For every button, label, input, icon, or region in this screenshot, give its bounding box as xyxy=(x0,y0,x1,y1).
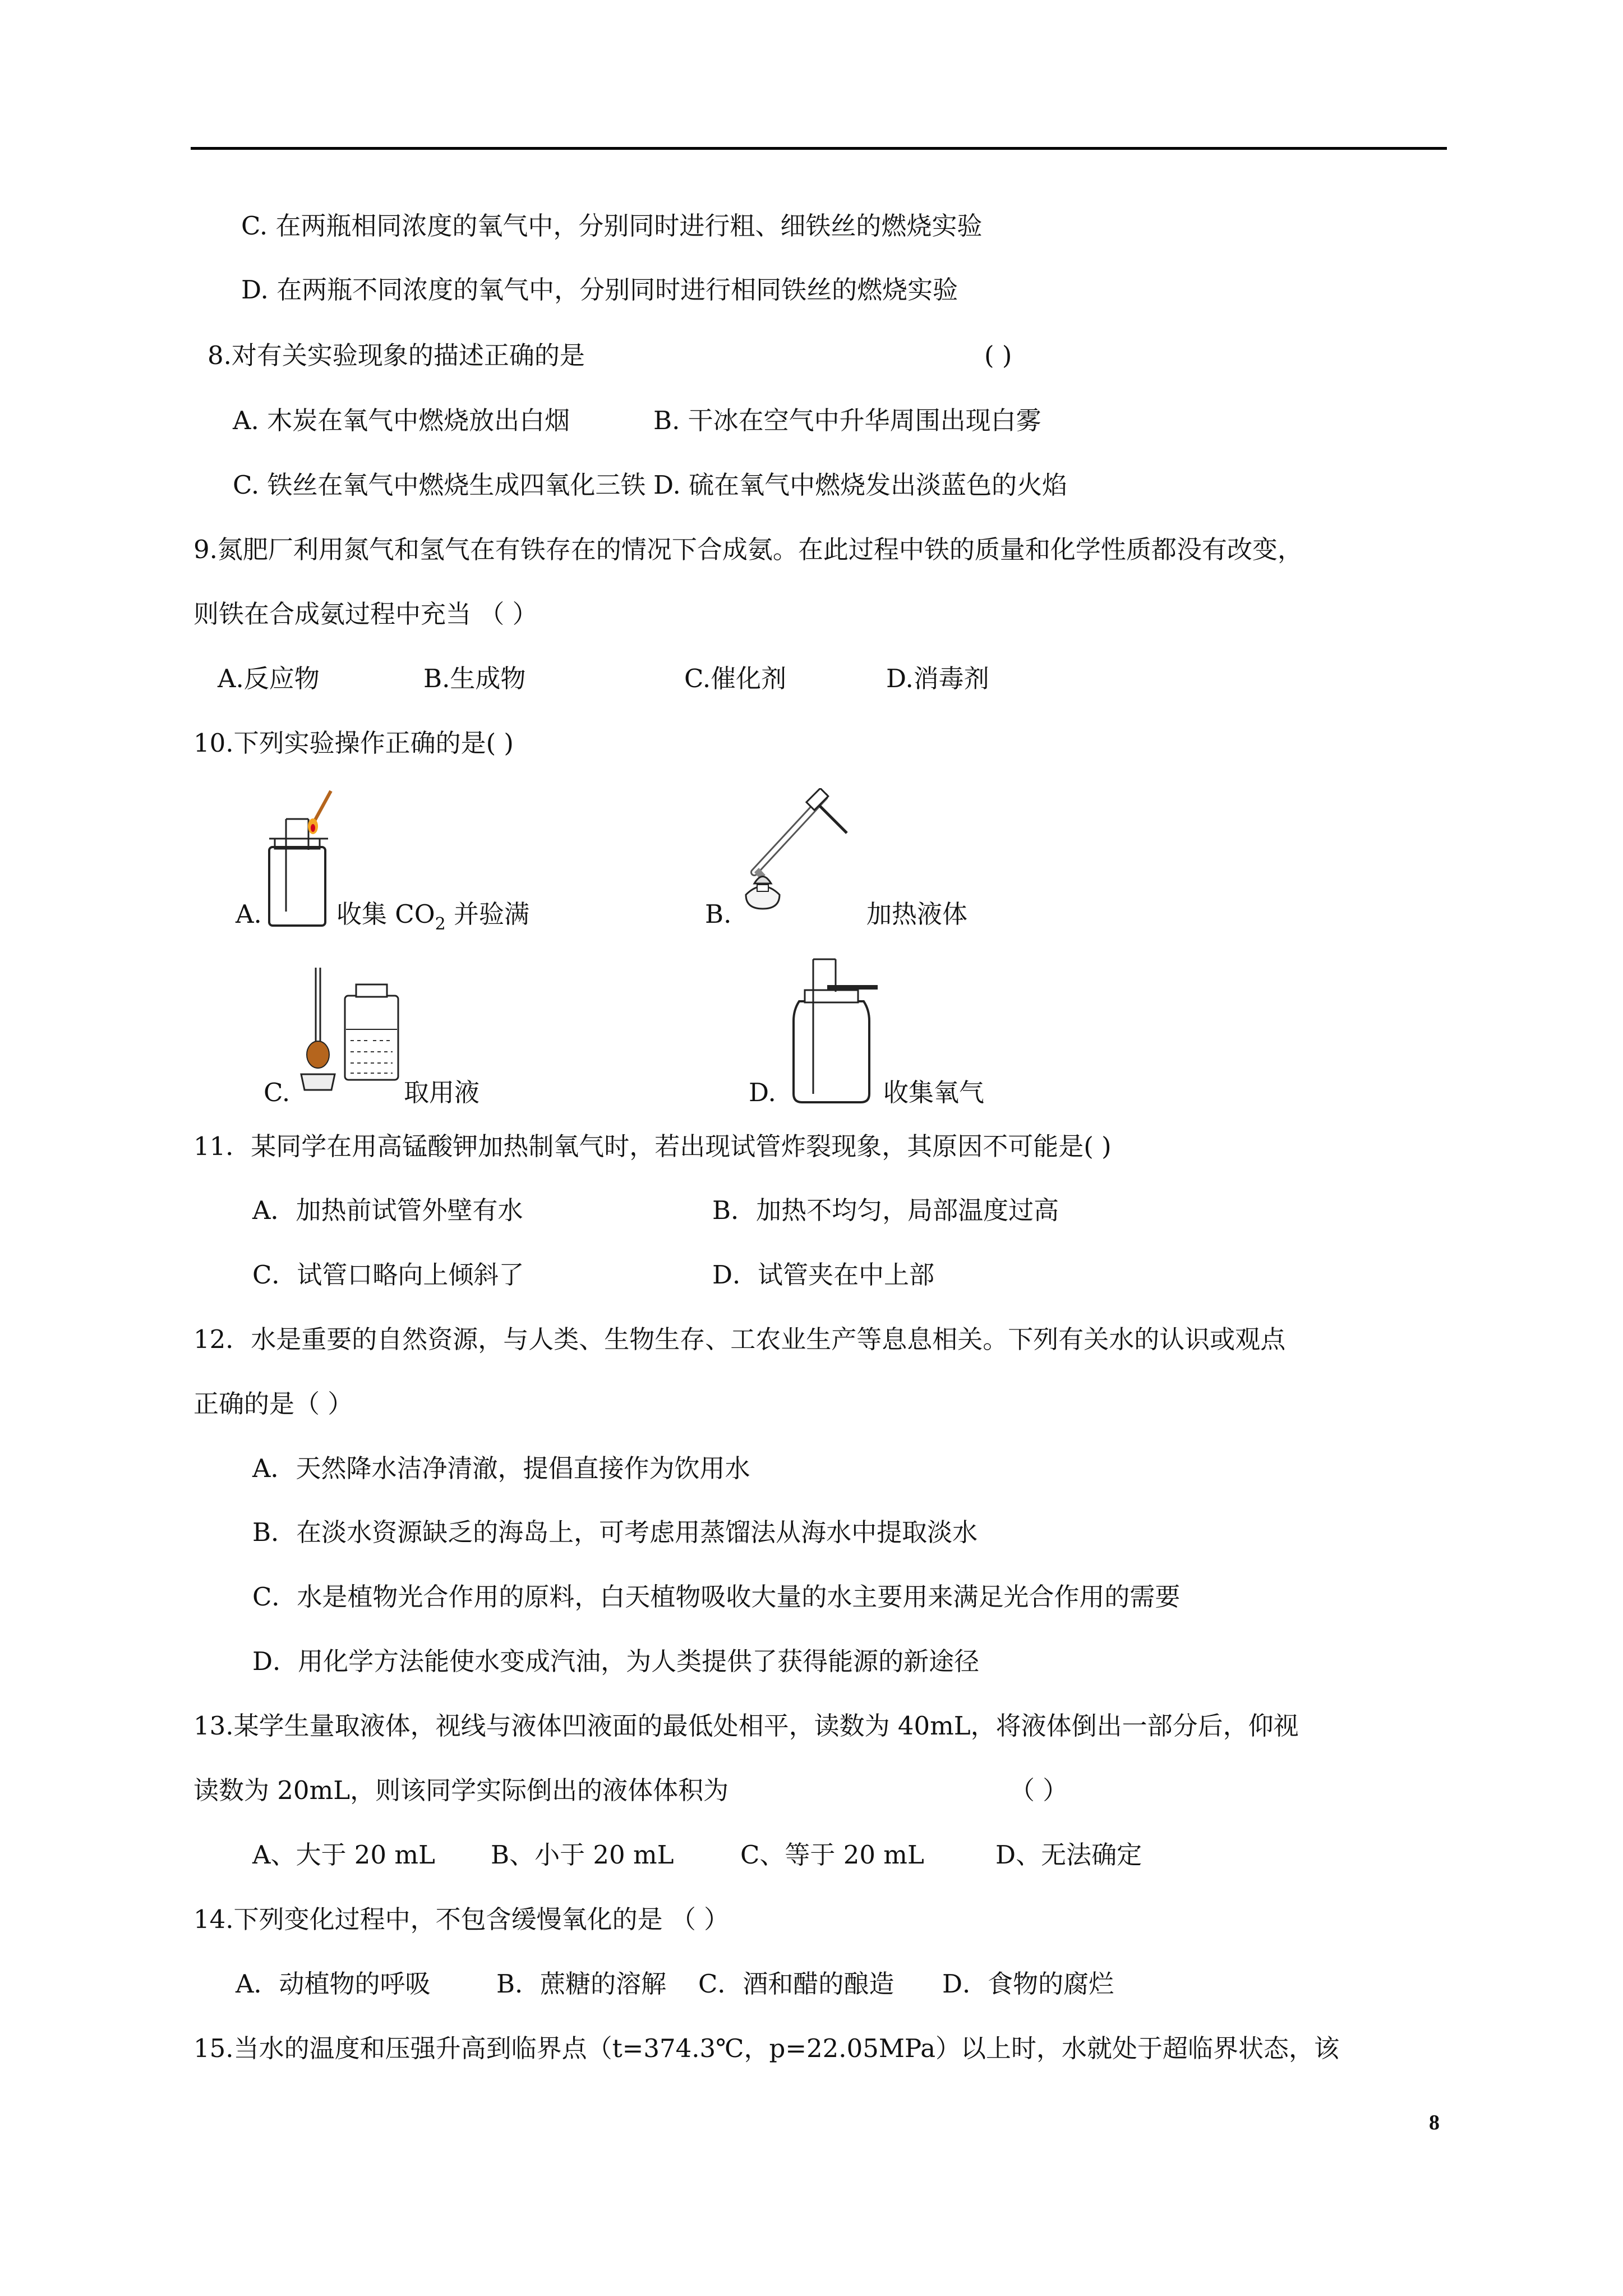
q11-option-a: A．加热前试管外壁有水 xyxy=(252,1195,523,1225)
q8-option-c: C. 铁丝在氧气中燃烧生成四氧化三铁 xyxy=(233,470,646,500)
q13-answer-paren: （ ） xyxy=(1009,1775,1068,1805)
q8-stem: 8.对有关实验现象的描述正确的是 xyxy=(208,341,585,370)
q14-option-b: B．蔗糖的溶解 xyxy=(496,1969,667,1999)
q10-option-a-text: 收集 $CO_2$ 并验满 xyxy=(336,899,530,934)
q13-option-a: A、大于 20 mL xyxy=(252,1840,435,1870)
q13-option-d: D、无法确定 xyxy=(995,1840,1142,1870)
q8-option-a: A. 木炭在氧气中燃烧放出白烟 xyxy=(233,406,570,435)
q14-stem: 14.下列变化过程中，不包含缓慢氧化的是 （ ） xyxy=(193,1904,730,1934)
q14-option-a: A．动植物的呼吸 xyxy=(236,1969,431,1999)
q9-stem-line1: 9.氮肥厂利用氮气和氢气在有铁存在的情况下合成氨。在此过程中铁的质量和化学性质都没有改变， xyxy=(193,535,1303,564)
q13-stem-line1: 13.某学生量取液体，视线与液体凹液面的最低处相平，读数为 40mL，将液体倒出一部分后，仰视 xyxy=(193,1711,1299,1741)
q10-option-a-letter: A. xyxy=(236,899,262,929)
q10-option-b-text: 加热液体 xyxy=(866,899,968,929)
q12-stem-line2: 正确的是（ ） xyxy=(193,1389,353,1419)
q10-option-c-text: 取用液 xyxy=(404,1078,480,1107)
heating-liquid-figure xyxy=(732,788,855,923)
oxygen-collection-figure xyxy=(782,948,880,1108)
q7-option-c: C. 在两瓶相同浓度的氧气中，分别同时进行粗、细铁丝的燃烧实验 xyxy=(241,211,983,241)
q11-stem: 11．某同学在用高锰酸钾加热制氧气时，若出现试管炸裂现象，其原因不可能是( ) xyxy=(193,1131,1112,1161)
q12-option-d: D．用化学方法能使水变成汽油，为人类提供了获得能源的新途径 xyxy=(252,1646,980,1676)
q11-option-b: B．加热不均匀，局部温度过高 xyxy=(712,1195,1059,1225)
q15-stem: 15.当水的温度和压强升高到临界点（t=374.3℃，p=22.05MPa）以上时，水就处于超临界状态，该 xyxy=(193,2033,1340,2063)
q14-option-d: D．食物的腐烂 xyxy=(942,1969,1114,1999)
q9-option-b: B.生成物 xyxy=(423,664,526,693)
co2-collection-figure xyxy=(261,788,339,928)
q8-answer-paren: ( ) xyxy=(984,341,1012,370)
page-number: 8 xyxy=(1429,2111,1440,2134)
q9-option-a: A.反应物 xyxy=(218,664,320,693)
q8-option-d: D. 硫在氧气中燃烧发出淡蓝色的火焰 xyxy=(653,470,1068,500)
q10-option-b-letter: B. xyxy=(705,899,732,929)
q9-stem-line2: 则铁在合成氨过程中充当 （ ） xyxy=(193,599,538,629)
q14-option-c: C．酒和醋的酿造 xyxy=(698,1969,895,1999)
q13-stem-line2: 读数为 20mL，则该同学实际倒出的液体体积为 xyxy=(193,1775,729,1805)
q8-option-b: B. 干冰在空气中升华周围出现白雾 xyxy=(653,406,1041,435)
q11-option-d: D．试管夹在中上部 xyxy=(712,1260,935,1290)
q10-option-d-letter: D. xyxy=(749,1078,776,1107)
q13-option-c: C、等于 20 mL xyxy=(740,1840,924,1870)
q10-option-d-text: 收集氧气 xyxy=(883,1078,985,1107)
q13-option-b: B、小于 20 mL xyxy=(491,1840,674,1870)
dropper-bottle-figure xyxy=(294,962,401,1105)
q11-option-c: C．试管口略向上倾斜了 xyxy=(252,1260,524,1290)
q12-option-a: A．天然降水洁净清澈，提倡直接作为饮用水 xyxy=(252,1453,750,1483)
q10-option-c-letter: C. xyxy=(264,1078,291,1107)
q12-stem-line1: 12．水是重要的自然资源，与人类、生物生存、工农业生产等息息相关。下列有关水的认识或观点 xyxy=(193,1324,1286,1354)
q7-option-d: D. 在两瓶不同浓度的氧气中，分别同时进行相同铁丝的燃烧实验 xyxy=(241,275,958,305)
header-rule xyxy=(191,147,1447,150)
q9-option-d: D.消毒剂 xyxy=(886,664,989,693)
q10-stem: 10.下列实验操作正确的是( ) xyxy=(193,728,514,758)
q12-option-c: C．水是植物光合作用的原料，白天植物吸收大量的水主要用来满足光合作用的需要 xyxy=(252,1582,1181,1612)
q12-option-b: B．在淡水资源缺乏的海岛上，可考虑用蒸馏法从海水中提取淡水 xyxy=(252,1517,978,1547)
q9-option-c: C.催化剂 xyxy=(684,664,787,693)
